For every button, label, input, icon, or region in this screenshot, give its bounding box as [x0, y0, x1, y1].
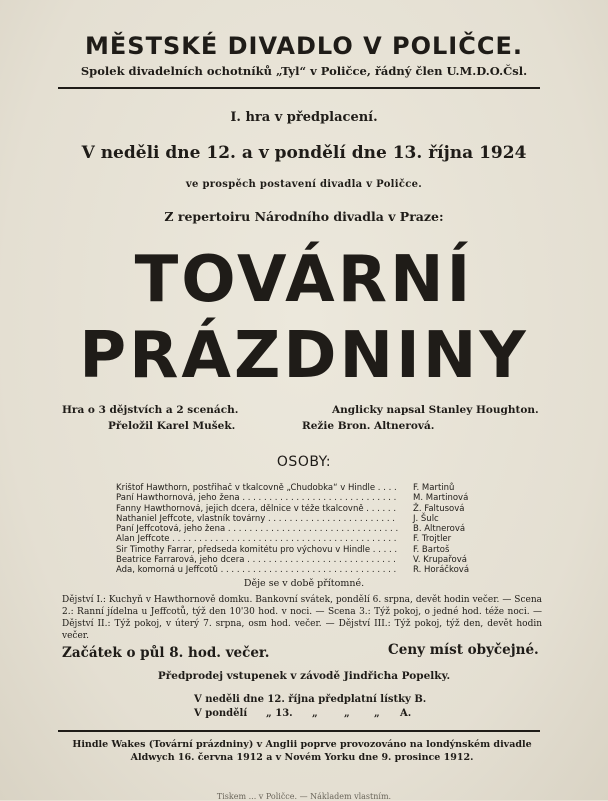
subscription-play-number: I. hra v předplacení. [230, 110, 378, 125]
ditto-mark: „ [374, 708, 380, 719]
cast-role: Paní Hawthornová, jeho žena . . . [116, 493, 398, 503]
acts-info: Hra o 3 dějstvích a 2 scenách. [62, 404, 239, 416]
scene-descriptions: Dějství I.: Kuchyň v Hawthornově domku. Bankovní svátek, pondělí 6. srpna, devět hodin večer. — Scena 2.: Ranní jídelna u Jeffcotů, týž den 10'30 hod. v noci. — Scena 3.: Týž pokoj, o jedné hod. téže noci. — Dějství II.: Týž pokoj, v úterý 7. srpna, osm hod. večer. — Dějství III.: Týž pokoj, týž den, devět hodin večer. [62, 595, 542, 641]
cast-actor: J. Šulc [413, 513, 439, 524]
cast-row [116, 534, 496, 544]
start-time: Začátek o půl 8. hod. večer. [62, 645, 270, 661]
cast-role: Beatrice Farrarová, jeho dcera . . . [116, 555, 398, 565]
header-rule [58, 87, 540, 89]
cast-list [116, 483, 496, 576]
cast-actor: M. Martinová [413, 493, 469, 504]
cast-actor: Ž. Faltusová [413, 503, 465, 514]
ticket-prices: Ceny míst obyčejné. [388, 642, 539, 658]
cast-actor: R. Horáčková [413, 565, 470, 576]
presale-note: Předprodej vstupenek v závodě Jindřicha Popelky. [157, 670, 451, 682]
subscription-letter: A. [400, 708, 412, 719]
cast-role: Fanny Hawthornová, jejich dcera, dělnice v téže tkalcovně . . . [116, 504, 398, 514]
printer-imprint: Tiskem ... v Poličce. — Nákladem vlastním. [216, 792, 392, 801]
cast-row [116, 545, 496, 555]
cast-role: Ada, komorná u Jeffcotů . . . [116, 565, 398, 575]
cast-role: Sir Timothy Farrar, předseda komitétu pro výchovu v Hindle . . . [116, 545, 398, 555]
cast-row [116, 514, 496, 524]
subscription-day-number: „ 13. [266, 708, 293, 719]
cast-row [116, 565, 496, 575]
director-info: Režie Bron. Altnerová. [302, 420, 435, 432]
cast-row [116, 555, 496, 565]
setting-note: Děje se v době přítomné. [243, 578, 365, 589]
translator-info: Přeložil Karel Mušek. [108, 420, 236, 432]
premiere-note-line2: Aldwych 16. června 1912 a v Novém Yorku dne 9. prosince 1912. [130, 752, 474, 763]
cast-role: Paní Jeffcotová, jeho žena . . . [116, 524, 398, 534]
subscription-day-label: V pondělí [194, 708, 248, 719]
performance-dates: V neděli dne 12. a v pondělí dne 13. října 1924 [81, 143, 527, 163]
cast-row [116, 524, 496, 534]
society-subtitle: Spolek divadelních ochotníků „Tyl“ v Poličce, řádný člen U.M.D.O.Čsl. [80, 64, 528, 78]
benefit-note: ve prospěch postavení divadla v Poličce. [185, 179, 423, 190]
cast-actor: F. Trojtler [413, 534, 452, 545]
cast-actor: F. Martinů [413, 483, 455, 493]
author-info: Anglicky napsal Stanley Houghton. [332, 404, 539, 416]
play-title-line1: TOVÁRNÍ [134, 243, 474, 317]
cast-row [116, 504, 496, 514]
footer-rule [58, 730, 540, 732]
play-title-line2: PRÁZDNINY [79, 319, 529, 393]
cast-actor: V. Krupařová [413, 555, 467, 566]
cast-role: Nathaniel Jeffcote, vlastník továrny . . . [116, 514, 398, 524]
ditto-mark: „ [344, 708, 350, 719]
cast-role: Krištof Hawthorn, postřihač v tkalcovně „Chudobka“ v Hindle . . . [116, 483, 398, 493]
cast-row [116, 483, 496, 493]
cast-actor: B. Altnerová [413, 524, 466, 535]
premiere-note-line1: Hindle Wakes (Tovární prázdniny) v Anglii poprve provozováno na londýnském divadle [72, 739, 532, 750]
ditto-mark: „ [312, 708, 318, 719]
cast-row [116, 493, 496, 503]
repertoire-note: Z repertoiru Národního divadla v Praze: [164, 209, 444, 224]
cast-heading: OSOBY: [276, 454, 332, 470]
subscription-line1: V neděli dne 12. října předplatní lístky B. [194, 694, 427, 705]
cast-role: Alan Jeffcote . . . [116, 534, 398, 544]
theatre-title: MĚSTSKÉ DIVADLO V POLIČCE. [85, 32, 523, 60]
subscription-line2 [194, 708, 412, 719]
cast-actor: F. Bartoš [413, 544, 450, 555]
